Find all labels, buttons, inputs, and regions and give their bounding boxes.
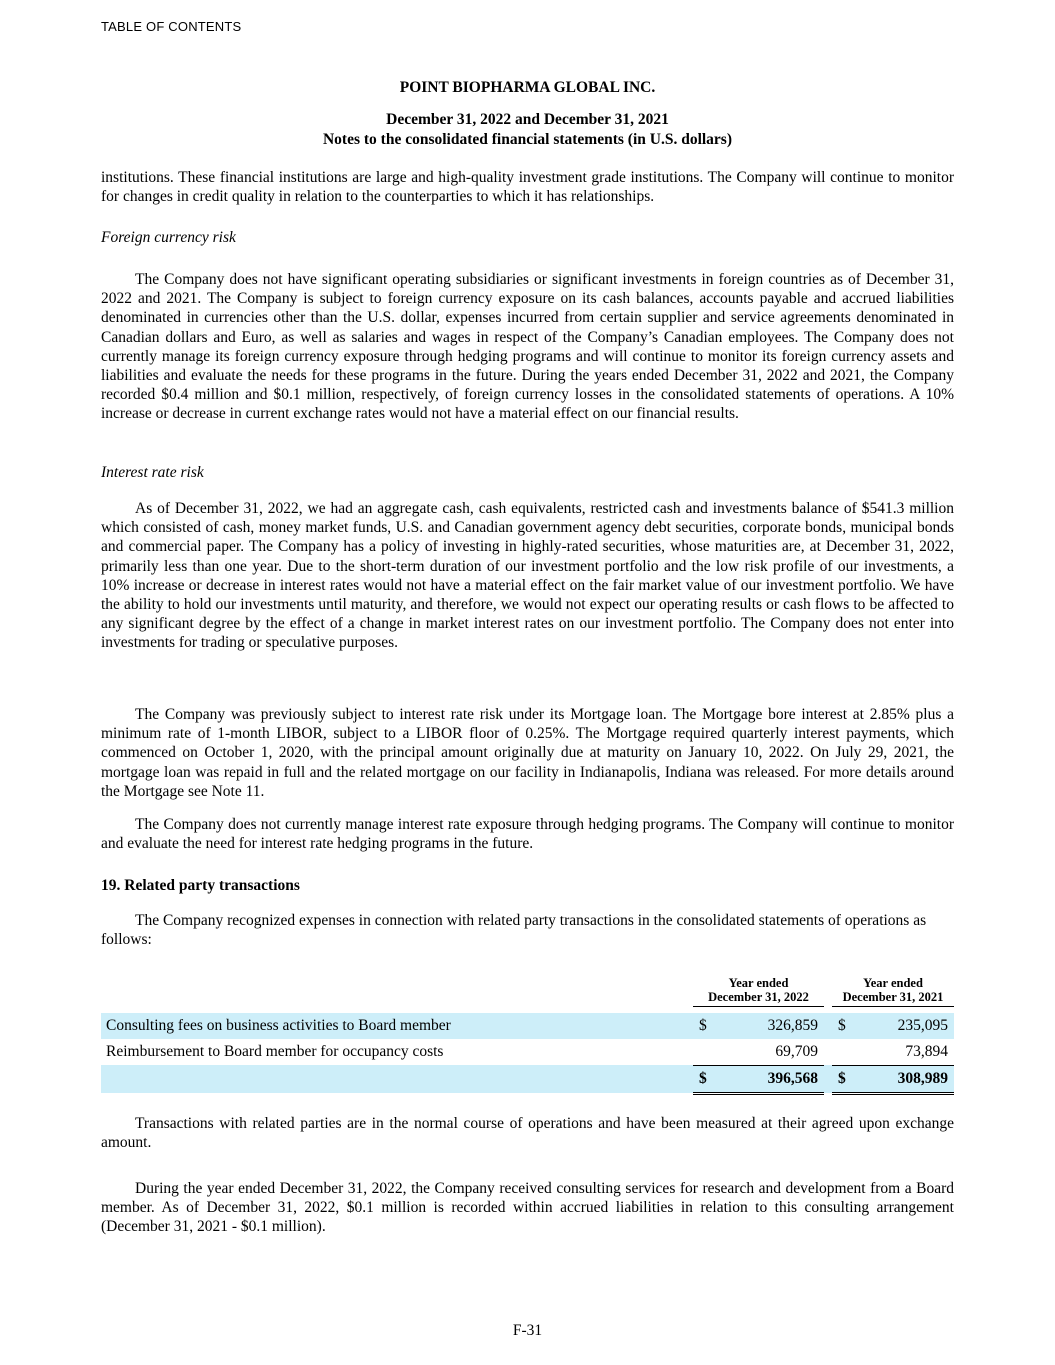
total-2021: 308,989 (852, 1065, 954, 1093)
currency-symbol: $ (832, 1013, 852, 1039)
row-label: Reimbursement to Board member for occupancy costs (106, 1042, 444, 1060)
column-header-2021: Year ended December 31, 2021 (832, 976, 954, 1007)
value-2021: 235,095 (852, 1013, 954, 1039)
page-number: F-31 (512, 1322, 543, 1339)
value-2022: 326,859 (713, 1013, 824, 1039)
related-party-normal-course-paragraph: Transactions with related parties are in the normal course of operations and have been measured at their agreed upon exchange amount. (101, 1115, 954, 1152)
table-row (101, 1013, 954, 1039)
table-row (101, 1039, 954, 1066)
related-party-table (101, 976, 954, 1095)
column-header-2022: Year ended December 31, 2022 (693, 976, 824, 1007)
table-total-row (101, 1065, 954, 1093)
currency-symbol: $ (693, 1065, 713, 1093)
interest-rate-paragraph: As of December 31, 2022, we had an aggregate cash, cash equivalents, restricted cash and investments balance of $541.3 million which consisted of cash, money market funds, U.S. and Canadian government agency debt securities, corporate bonds, municipal bonds and commercial paper. The Company has a policy of investing in highly-rated securities, whose maturities are, at December 31, 2022, primarily less than one year. Due to the short-term duration of our investment portfolio and the low risk profile of our investments, a 10% increase or decrease in interest rates would not have a material effect on the fair market value of our investment portfolio. We have the ability to hold our investments until maturity, and therefore, we would not expect our operating results or cash flows to be affected to any significant degree by the effect of a change in market interest rates on our investment portfolio. The Company does not enter into investments for trading or speculative purposes. (101, 500, 954, 652)
total-2022: 396,568 (713, 1065, 824, 1093)
statement-period: December 31, 2022 and December 31, 2021 (386, 111, 669, 128)
related-party-intro-paragraph: The Company recognized expenses in connection with related party transactions in the consolidated statements of operations as follows: (101, 912, 927, 949)
statement-subtitle: Notes to the consolidated financial statements (in U.S. dollars) (322, 131, 733, 148)
row-label: Consulting fees on business activities to Board member (101, 1013, 687, 1039)
table-header-row (101, 976, 954, 1007)
currency-symbol: $ (832, 1065, 852, 1093)
table-of-contents-link[interactable]: TABLE OF CONTENTS (101, 19, 242, 34)
company-name: POINT BIOPHARMA GLOBAL INC. (399, 79, 656, 96)
mortgage-paragraph: The Company was previously subject to interest rate risk under its Mortgage loan. The Mortgage bore interest at 2.85% plus a minimum rate of 1-month LIBOR, subject to a LIBOR floor of 0.25%. The Mortgage required quarterly interest payments, which commenced on October 1, 2020, with the principal amount originally due at maturity on January 10, 2022. On July 29, 2021, the mortgage loan was repaid in full and the related mortgage on our facility in Indianapolis, Indiana was released. For more details around the Mortgage see Note 11. (101, 706, 954, 800)
related-party-heading: 19. Related party transactions (101, 877, 300, 894)
foreign-currency-paragraph: The Company does not have significant operating subsidiaries or significant investments in foreign countries as of December 31, 2022 and 2021. The Company is subject to foreign currency exposure on its cash balances, accounts payable and accrued liabilities denominated in currencies other than the U.S. dollar, expenses incurred from certain supplier and service agreements denominated in Canadian dollars and Euro, as well as salaries and wages in respect of the Company’s Canadian employees. The Company does not currently manage its foreign currency exposure through hedging programs and will continue to monitor its foreign currency assets and liabilities and evaluate the needs for these programs in the future. During the years ended December 31, 2022 and 2021, the Company recorded $0.4 million and $0.1 million, respectively, of foreign currency losses in the consolidated statements of operations. A 10% increase or decrease in current exchange rates would not have a material effect on our financial results. (101, 271, 954, 423)
value-2021: 73,894 (852, 1039, 954, 1066)
hedging-paragraph: The Company does not currently manage interest rate exposure through hedging programs. The Company will continue to monitor and evaluate the need for interest rate hedging programs in the future. (101, 816, 954, 853)
foreign-currency-heading: Foreign currency risk (101, 229, 236, 246)
currency-symbol (832, 1039, 852, 1066)
statement-header (101, 110, 954, 150)
credit-risk-paragraph: institutions. These financial institutions are large and high-quality investment grade institutions. The Company will continue to monitor for changes in credit quality in relation to the counterparties to which it has relationships. (101, 169, 954, 206)
value-2022: 69,709 (713, 1039, 824, 1066)
currency-symbol (693, 1039, 713, 1066)
consulting-services-paragraph: During the year ended December 31, 2022, the Company received consulting services for research and development from a Board member. As of December 31, 2022, $0.1 million is recorded within accrued liabilities in relation to this consulting arrangement (December 31, 2021 - $0.1 million). (101, 1180, 954, 1236)
currency-symbol: $ (693, 1013, 713, 1039)
interest-rate-heading: Interest rate risk (101, 464, 204, 481)
